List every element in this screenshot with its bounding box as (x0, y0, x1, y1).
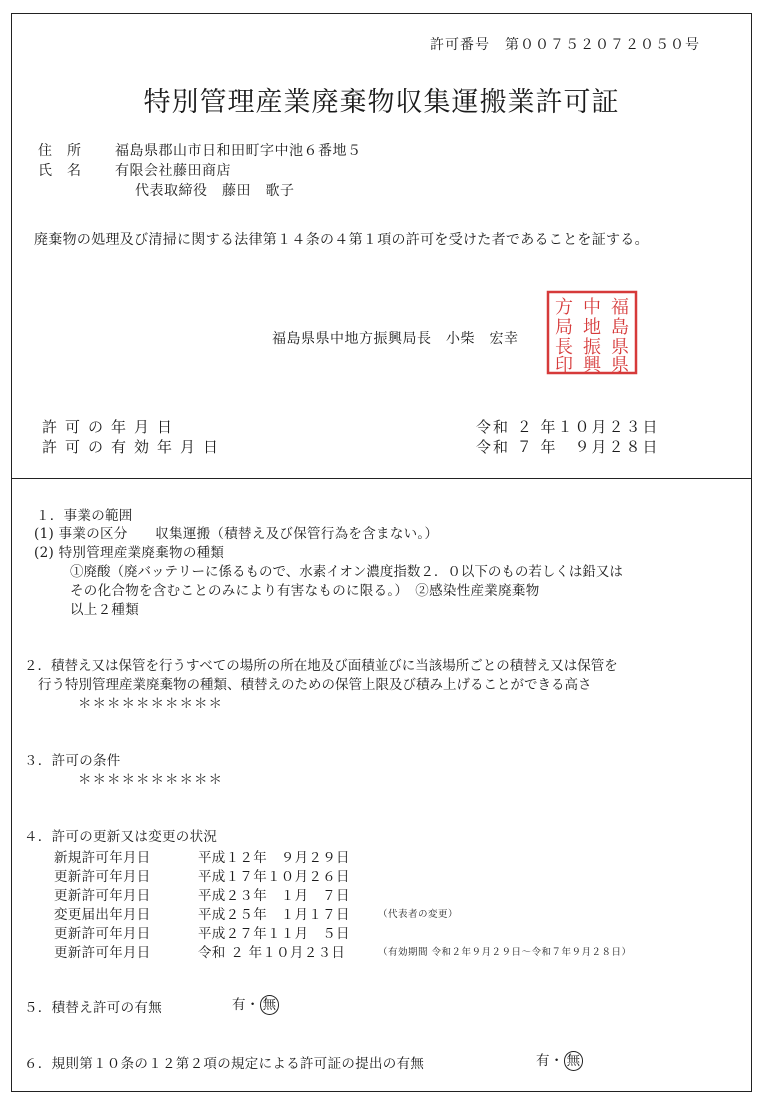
seal-character: 局 (555, 317, 573, 338)
address-label: 住 所 (38, 143, 82, 159)
permit-date-value: 令和 ２ 年１０月２３日 (476, 418, 660, 436)
permit-number: 許可番号 第００７５２０７２０５０号 (430, 37, 700, 53)
seal-character: 振 (583, 337, 601, 358)
section5-no-circled: 無 (260, 995, 280, 1015)
seal-character: 県 (611, 355, 629, 376)
expiry-date-value: 令和 ７ 年 ９月２８日 (476, 438, 660, 456)
section-divider (11, 478, 752, 479)
section1-heading: １．事業の範囲 (36, 508, 133, 524)
renewal-row-date: 平成２５年 １月１７日 (198, 907, 350, 923)
renewal-row-note: （有効期間 令和２年９月２９日～令和７年９月２８日） (378, 947, 632, 958)
section4-heading: ４．許可の更新又は変更の状況 (24, 829, 218, 845)
renewal-row-label: 更新許可年月日 (54, 869, 151, 885)
seal-character: 福 (611, 297, 629, 318)
company-name: 有限会社藤田商店 (115, 163, 231, 179)
renewal-row-label: 新規許可年月日 (54, 850, 151, 866)
renewal-row-date: 平成２３年 １月 ７日 (198, 888, 350, 904)
section5-options: 有・ 無 (232, 993, 279, 1015)
section2-value: ＊＊＊＊＊＊＊＊＊＊ (78, 696, 223, 712)
renewal-row-date: 平成１２年 ９月２９日 (198, 850, 350, 866)
renewal-row-date: 令和 ２ 年１０月２３日 (198, 945, 346, 961)
renewal-row-label: 更新許可年月日 (54, 888, 151, 904)
section2-heading-line2: 行う特別管理産業廃棄物の種類、積替えのための保管上限及び積み上げることができる高さ (38, 677, 592, 693)
section1-item2: (2) 特別管理産業廃棄物の種類 (34, 545, 225, 561)
section5-heading: ５．積替え許可の有無 (24, 1000, 162, 1016)
section6-heading: ６．規則第１０条の１２第２項の規定による許可証の提出の有無 (24, 1056, 425, 1072)
representative-name: 代表取締役 藤田 歌子 (135, 183, 295, 199)
section1-item1: (1) 事業の区分 収集運搬（積替え及び保管行為を含まない。） (34, 526, 439, 542)
seal-character: 県 (611, 337, 629, 358)
seal-character: 地 (583, 317, 601, 338)
section6-no-circled: 無 (564, 1051, 584, 1071)
section1-item2-line2: その化合物を含むことのみにより有害なものに限る。） ②感染性産業廃棄物 (70, 583, 540, 599)
section5-yes: 有 (232, 997, 246, 1013)
official-seal-stamp (545, 289, 639, 376)
renewal-row-date: 平成１７年１０月２６日 (198, 869, 350, 885)
issuer-name: 福島県県中地方振興局長 小柴 宏幸 (272, 331, 519, 347)
renewal-row-date: 平成２７年１１月 ５日 (198, 926, 350, 942)
address-value: 福島県郡山市日和田町字中池６番地５ (115, 143, 362, 159)
seal-character: 長 (555, 337, 573, 358)
seal-character: 方 (555, 297, 573, 318)
seal-character: 印 (555, 355, 573, 376)
renewal-row-label: 更新許可年月日 (54, 945, 151, 961)
section1-item2-line1: ①廃酸（廃バッテリーに係るもので、水素イオン濃度指数２．０以下のもの若しくは鉛又は (70, 564, 623, 580)
section2-heading-line1: ２．積替え又は保管を行うすべての場所の所在地及び面積並びに当該場所ごとの積替え又は保管を (24, 658, 618, 674)
certification-text: 廃棄物の処理及び清掃に関する法律第１４条の４第１項の許可を受けた者であることを証する。 (34, 232, 649, 248)
expiry-date-label: 許可の有効年月日 (42, 438, 227, 456)
permit-date-label: 許可の年月日 (42, 418, 181, 436)
seal-character: 中 (583, 297, 601, 318)
renewal-row-label: 更新許可年月日 (54, 926, 151, 942)
section3-heading: ３．許可の条件 (24, 753, 121, 769)
section3-value: ＊＊＊＊＊＊＊＊＊＊ (78, 772, 223, 788)
certificate-title: 特別管理産業廃棄物収集運搬業許可証 (143, 87, 620, 118)
renewal-row-note: （代表者の変更） (378, 909, 459, 920)
section6-yes: 有 (536, 1053, 550, 1069)
seal-character: 島 (611, 317, 629, 338)
renewal-row-label: 変更届出年月日 (54, 907, 151, 923)
section1-item2-line3: 以上２種類 (70, 602, 139, 618)
seal-character: 興 (583, 355, 601, 376)
section6-options: 有・ 無 (536, 1049, 583, 1071)
name-label: 氏 名 (38, 163, 82, 179)
